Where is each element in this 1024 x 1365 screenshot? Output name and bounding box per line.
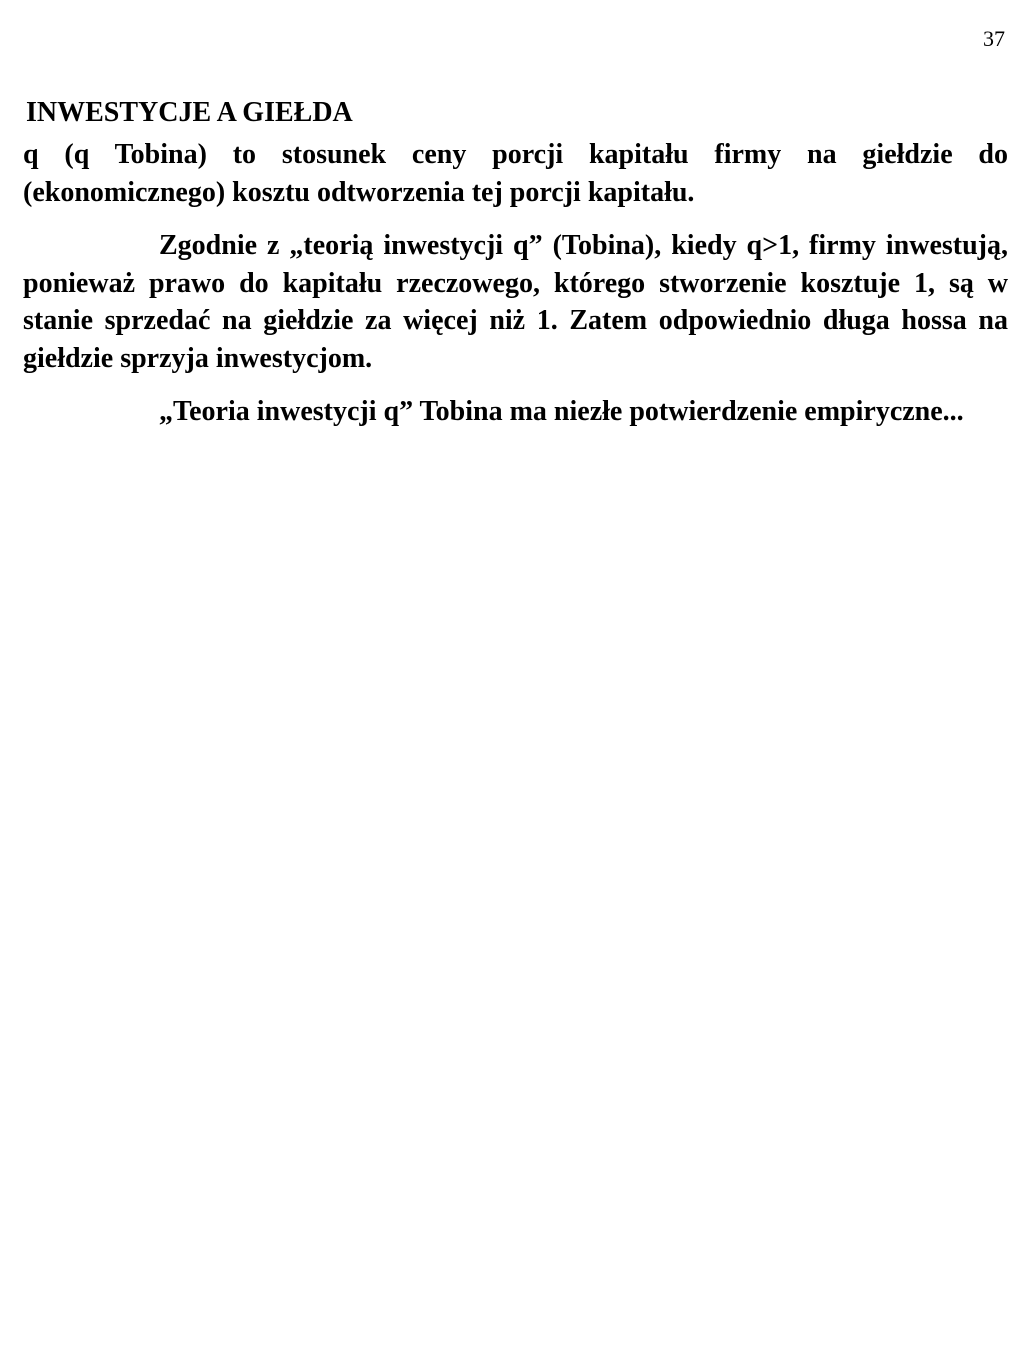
page-number: 37 — [983, 26, 1005, 51]
section-heading: INWESTYCJE A GIEŁDA — [26, 97, 353, 128]
paragraph-empirical: „Teoria inwestycji q” Tobina ma niezłe potwierdzenie empiryczne... — [159, 396, 964, 427]
paragraph-definition: q (q Tobina) to stosunek ceny porcji kapitału firmy na giełdzie do (ekonomicznego) kosztu odtworzenia tej porcji kapitału. — [23, 139, 1008, 208]
paragraph-theory: Zgodnie z „teorią inwestycji q” (Tobina), kiedy q>1, firmy inwestują, ponieważ prawo do kapitału rzeczowego, którego stworzenie kosztuje 1, są w stanie sprzedać na giełdzie za więcej niż 1. Zatem odpowiednio długa hossa na giełdzie sprzyja inwestycjom. — [23, 230, 1008, 374]
body-text — [23, 136, 1008, 447]
